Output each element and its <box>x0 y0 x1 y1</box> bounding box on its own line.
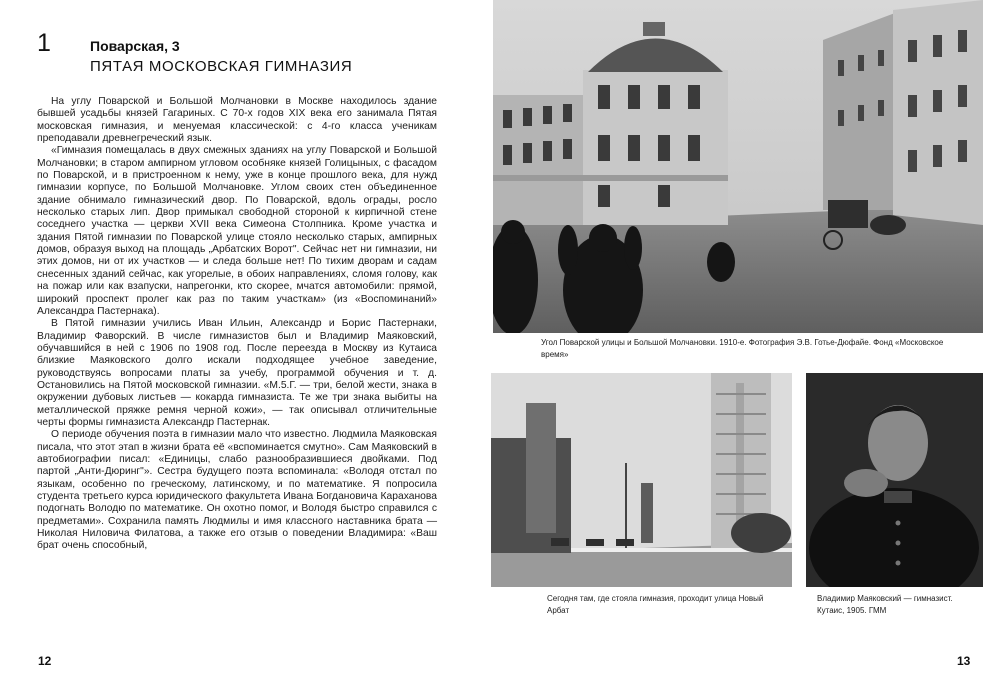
page-number-right: 13 <box>957 654 971 668</box>
modern-photo-caption: Сегодня там, где стояла гимназия, проходит улица Новый Арбат <box>547 594 764 615</box>
body-paragraph: В Пятой гимназии учились Иван Ильин, Александр и Борис Пастернаки, Владимир Фаворский. В числе гимназистов был и Владимир Маяковский, обучавшийся в ней с 1906 по 1908 год. После переезда в Москву из Кутаиса близкие Маяковского долго искали подходящее учебное заведение, руководствуясь вопросами платы за учебу, программой обучения и т. д. Остановились на Пятой московской гимназии. «М.5.Г. — три, белой жести, знака в окружении дубовых листьев — кокарда гимназиста. Те же три знака выбиты на металлической пряжке ремня черной кожи», — так описывал отличительные черты формы гимназиста Александр Пастернак. <box>37 318 437 428</box>
right-page <box>491 0 983 696</box>
historic-street-photo <box>493 0 983 333</box>
mayakovsky-portrait <box>806 373 983 587</box>
body-paragraph: «Гимназия помещалась в двух смежных зданиях на углу Поварской и Большой Молчановки; в старом ампирном угловом особняке князей Голицыных, с фасадом по Поварской, и в пристроенном к нему, уже в конце прошлого века, для нужд гимназии корпусе, по Большой Молчановке. Углом своих стен объединенное здание обнимало гимназический двор. По Поварской, вдоль ограды, росло несколько старых лип. Двор примыкал свободной стороной к кирпичной стене соседнего участка — церкви XVII века Симеона Столпника. Кроме участка и здания Пятой гимназии по Поварской улице стояло несколько старых, ампирных домов, образуя выход на площадь „Арбатских Ворот". Сейчас нет ни гимназии, ни этих домов, ни от их участков — и следа больше нет! По тихим дворам и садам снесенных зданий сейчас, как угорелые, в обоих направлениях, сломя голову, как на пожар или как взапуски, напрегонки, кто скорее, мчатся автомобили: прямой, широкий проспект пролег как раз по таким участкам» (из «Воспоминаний» Александра Пастернака). <box>37 145 437 317</box>
page-number-left: 12 <box>38 654 52 668</box>
body-paragraph: О периоде обучения поэта в гимназии мало что известно. Людмила Маяковская писала, что этот этап в жизни брата её «вспоминается смутно». Сам Маяковский в автобиографии писал: «Единицы, слабо разнообразившиеся двойками. Под партой „Анти-Дюринг"». Сестра будущего поэта вспоминала: «Володя отстал по языкам, особенно по греческому, латинскому, и по математике. Я попросила студента третьего курса юридического факультета Ивана Богдановича Караханова подогнать Володю по математике. Он охотно помог, и Володя быстро справился с предметами». Сохранила память Людмилы и имя классного наставника брата — Николая Ниловича Филатова, а также его отзыв о поведении Владимира: «Ваш брат очень способный, <box>37 429 437 552</box>
chapter-number: 1 <box>37 29 51 57</box>
chapter-title: ПЯТАЯ МОСКОВСКАЯ ГИМНАЗИЯ <box>90 58 353 75</box>
modern-street-photo <box>491 373 792 587</box>
portrait-caption: Владимир Маяковский — гимназист. Кутаис, 1905. ГММ <box>817 594 953 615</box>
left-page <box>0 0 491 696</box>
top-photo-caption: Угол Поварской улицы и Большой Молчановки. 1910-е. Фотография Э.В. Готье-Дюфайе. Фонд «Московское время» <box>541 338 944 359</box>
chapter-address: Поварская, 3 <box>90 38 180 54</box>
body-text <box>37 96 437 553</box>
body-paragraph: На углу Поварской и Большой Молчановки в Москве находилось здание бывшей усадьбы князей Гагариных. С 70-х годов XIX века его занимала Пятая московская гимназия, и менуемая классической: с 4-го класса ученикам преподавали древнегреческий язык. <box>37 96 437 145</box>
